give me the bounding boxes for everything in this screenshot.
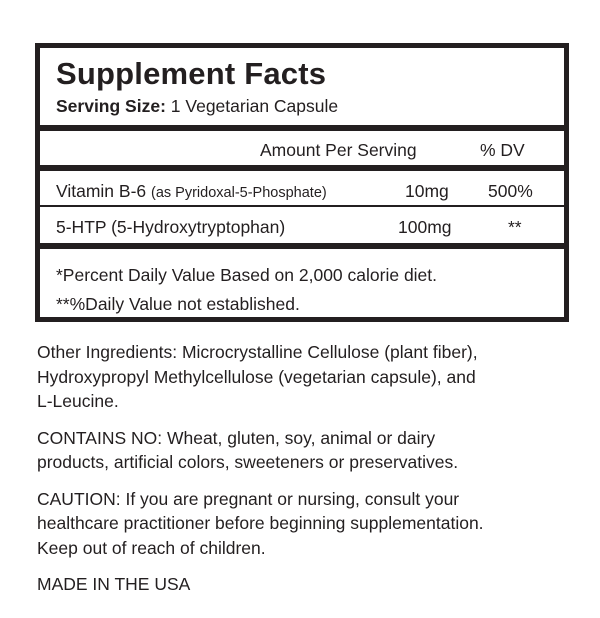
supplement-facts-panel: [35, 43, 569, 322]
caution-paragraph: [37, 487, 577, 561]
column-header-row: [40, 131, 564, 171]
panel-title: Supplement Facts: [56, 56, 327, 91]
title-block: [40, 48, 564, 131]
nutrient-amount: 10mg: [405, 181, 449, 201]
contains-no-paragraph: [37, 426, 577, 475]
nutrient-label: Vitamin B-6: [56, 181, 147, 201]
nutrient-name: [56, 180, 327, 204]
nutrient-amount: 100mg: [398, 217, 452, 237]
footnotes: [56, 261, 556, 319]
footnote-dv-not-established: **%Daily Value not established.: [56, 294, 300, 314]
label-body-text: [37, 340, 577, 609]
serving-size-value: 1 Vegetarian Capsule: [170, 96, 339, 116]
nutrient-name: [56, 216, 285, 238]
daily-value-header: % DV: [480, 140, 525, 160]
nutrient-row: [40, 171, 564, 207]
nutrient-dv: 500%: [488, 181, 533, 201]
text-line: Other Ingredients: Microcrystalline Cellulose (plant fiber),: [37, 342, 478, 362]
nutrient-row: [40, 207, 564, 249]
amount-per-serving-header: Amount Per Serving: [260, 140, 417, 160]
nutrient-label: 5-HTP (5-Hydroxytryptophan): [56, 217, 286, 237]
text-line: L-Leucine.: [37, 391, 119, 411]
serving-size: [56, 95, 338, 117]
text-line: MADE IN THE USA: [37, 574, 191, 594]
text-line: CONTAINS NO: Wheat, gluten, soy, animal or dairy: [37, 427, 436, 448]
text-line: healthcare practitioner before beginning supplementation.: [37, 513, 484, 533]
made-in-paragraph: [37, 572, 577, 597]
text-line: Keep out of reach of children.: [37, 537, 266, 558]
nutrient-dv: **: [508, 217, 522, 237]
nutrient-note: (as Pyridoxal-5-Phosphate): [151, 185, 327, 201]
serving-size-label: Serving Size:: [56, 96, 166, 116]
text-line: products, artificial colors, sweeteners or preservatives.: [37, 452, 459, 472]
other-ingredients-paragraph: [37, 340, 577, 414]
footnote-percent-dv: *Percent Daily Value Based on 2,000 calorie diet.: [56, 265, 438, 285]
text-line: CAUTION: If you are pregnant or nursing, consult your: [37, 488, 460, 509]
text-line: Hydroxypropyl Methylcellulose (vegetarian capsule), and: [37, 366, 476, 387]
